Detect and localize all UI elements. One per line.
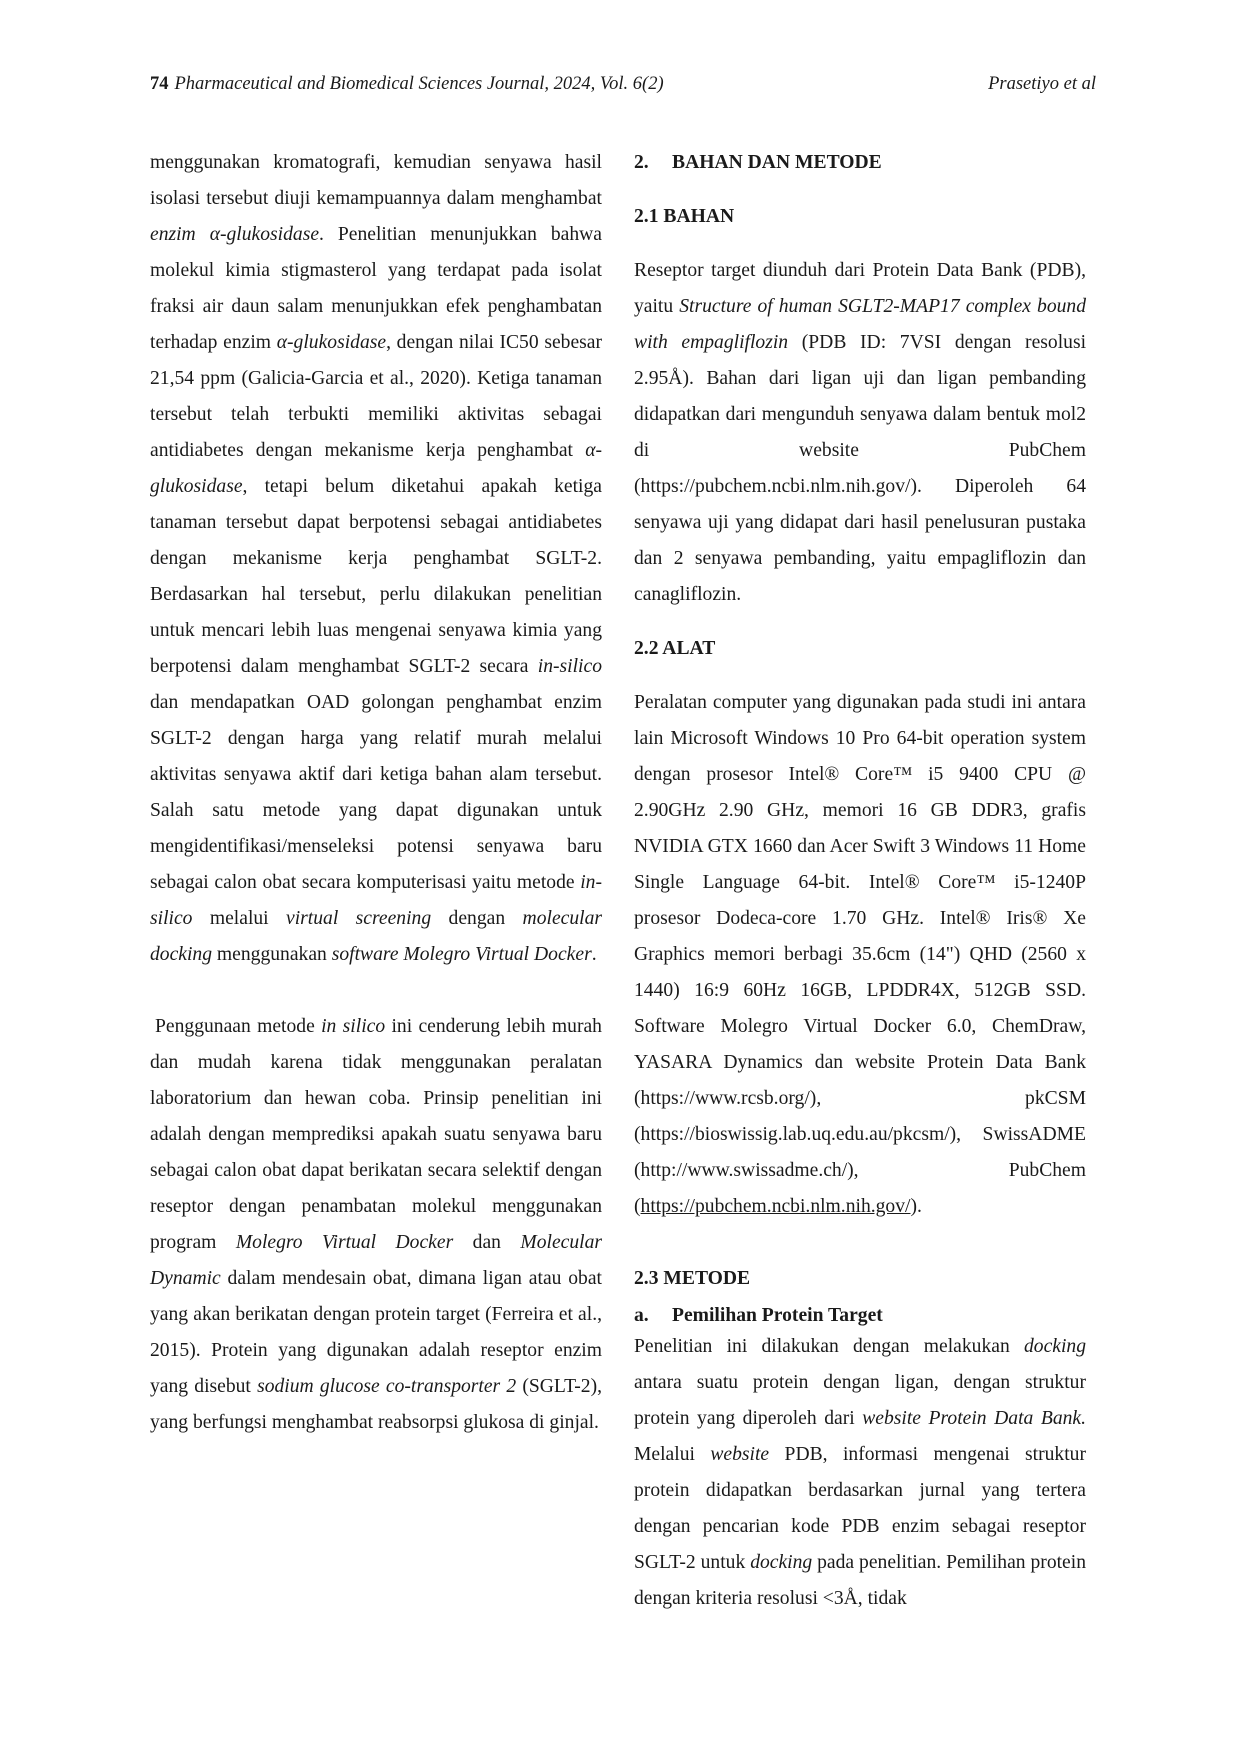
- header-authors: Prasetiyo et al: [988, 74, 1096, 94]
- subsection-heading-alat: 2.2 ALAT: [634, 638, 716, 659]
- subsubsection-heading-pemilihan-protein: a. Pemilihan Protein Target: [634, 1305, 883, 1326]
- paragraph-bahan: Reseptor target diunduh dari Protein Data Bank (PDB), yaitu Structure of human SGLT2-MAP17 complex bound with empagliflozin (PDB ID: 7VSI dengan resolusi 2.95Å). Bahan dari ligan uji dan ligan pembanding didapatkan dari mengunduh senyawa dalam bentuk mol2 di website PubChem (https://pubchem.ncbi.nlm.nih.gov/). Diperoleh 64 senyawa uji yang didapat dari hasil penelusuran pustaka dan 2 senyawa pembanding, yaitu empagliflozin dan canagliflozin.: [634, 260, 1087, 605]
- paragraph-in-silico: Penggunaan metode in silico ini cenderung lebih murah dan mudah karena tidak menggunakan peralatan laboratorium dan hewan coba. Prinsip penelitian ini adalah dengan memprediksi apakah suatu senyawa baru sebagai calon obat dapat berikatan secara selektif dengan reseptor dengan penambatan molekul menggunakan program Molegro Virtual Docker dan Molecular Dynamic dalam mendesain obat, dimana ligan atau obat yang akan berikatan dengan protein target (Ferreira et al., 2015). Protein yang digunakan adalah reseptor enzim yang disebut sodium glucose co-transporter 2 (SGLT-2), yang berfungsi menghambat reabsorpsi glukosa di ginjal.: [150, 1016, 603, 1433]
- paragraph-spacer: [150, 973, 602, 1009]
- subsection-heading-metode: 2.3 METODE: [634, 1268, 751, 1289]
- pubchem-link[interactable]: https://pubchem.ncbi.nlm.nih.gov/: [640, 1196, 911, 1217]
- heading-spacer: [634, 235, 1086, 253]
- running-header: [150, 74, 1096, 104]
- paragraph-spacer: [634, 1225, 1086, 1261]
- section-heading-bahan-dan-metode: 2. BAHAN DAN METODE: [634, 152, 882, 173]
- subsection-heading-bahan: 2.1 BAHAN: [634, 206, 735, 227]
- paragraph-metode: Penelitian ini dilakukan dengan melakukan docking antara suatu protein dengan ligan, dengan struktur protein yang diperoleh dari website Protein Data Bank. Melalui website PDB, informasi mengenai struktur protein didapatkan berdasarkan jurnal yang tertera dengan pencarian kode PDB enzim sebagai reseptor SGLT-2 untuk docking pada penelitian. Pemilihan protein dengan kriteria resolusi <3Å, tidak: [634, 1336, 1087, 1609]
- paragraph-alat: Peralatan computer yang digunakan pada studi ini antara lain Microsoft Windows 10 Pro 64-bit operation system dengan prosesor Intel® Core™ i5 9400 CPU @ 2.90GHz 2.90 GHz, memori 16 GB DDR3, grafis NVIDIA GTX 1660 dan Acer Swift 3 Windows 11 Home Single Language 64-bit. Intel® Core™ i5-1240P prosesor Dodeca-core 1.70 GHz. Intel® Iris® Xe Graphics memori berbagi 35.6cm (14") QHD (2560 x 1440) 16:9 60Hz 16GB, LPDDR4X, 512GB SSD. Software Molegro Virtual Docker 6.0, ChemDraw, YASARA Dynamics dan website Protein Data Bank (https://www.rcsb.org/), pkCSM (https://bioswissig.lab.uq.edu.au/pkcsm/), SwissADME (http://www.swissadme.ch/), PubChem (https://pubchem.ncbi.nlm.nih.gov/).: [634, 692, 1086, 1217]
- paragraph-intro-continued: menggunakan kromatografi, kemudian senyawa hasil isolasi tersebut diuji kemampuannya dalam menghambat enzim α-glukosidase. Penelitian menunjukkan bahwa molekul kimia stigmasterol yang terdapat pada isolat fraksi air daun salam menunjukkan efek penghambatan terhadap enzim α-glukosidase, dengan nilai IC50 sebesar 21,54 ppm (Galicia-Garcia et al., 2020). Ketiga tanaman tersebut telah terbukti memiliki aktivitas sebagai antidiabetes dengan mekanisme kerja penghambat α-glukosidase, tetapi belum diketahui apakah ketiga tanaman tersebut dapat berpotensi sebagai antidiabetes dengan mekanisme kerja penghambat SGLT-2. Berdasarkan hal tersebut, perlu dilakukan penelitian untuk mencari lebih luas mengenai senyawa kimia yang berpotensi dalam menghambat SGLT-2 secara in-silico dan mendapatkan OAD golongan penghambat enzim SGLT-2 dengan harga yang relatif murah melalui aktivitas senyawa aktif dari ketiga bahan alam tersebut. Salah satu metode yang dapat digunakan untuk mengidentifikasi/menseleksi potensi senyawa baru sebagai calon obat secara komputerisasi yaitu metode in-silico melalui virtual screening dengan molecular docking menggunakan software Molegro Virtual Docker.: [150, 152, 603, 965]
- right-column: [634, 145, 1086, 1617]
- heading-spacer: [634, 181, 1086, 199]
- page-number: 74: [150, 74, 169, 94]
- header-journal-info: [150, 74, 664, 95]
- left-column: [150, 145, 602, 1441]
- paragraph-spacer: [634, 613, 1086, 631]
- journal-title: Pharmaceutical and Biomedical Sciences Journal, 2024, Vol. 6(2): [174, 74, 664, 94]
- heading-spacer: [634, 667, 1086, 685]
